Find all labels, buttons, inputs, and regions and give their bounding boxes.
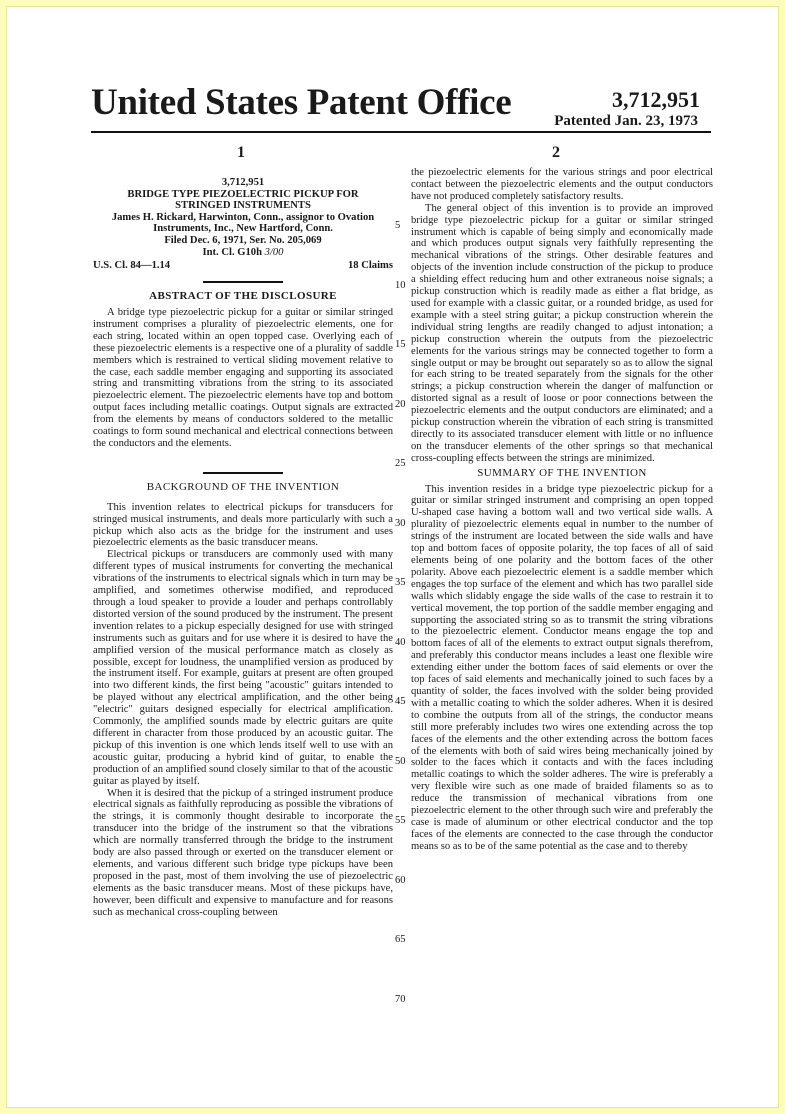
line-number: 40 — [395, 636, 406, 648]
background-paragraph: When it is desired that the pickup of a stringed instrument produce electrical signals as faithfully reproducing as possible the vibrations of the strings, it is commonly thought desirable to incorporate the transducer into the bridge of the instrument so that the vibrations which are normally transferred through the bridge to the instrument body are also passed through or exerted on the transducer element or elements, and various different such bridge type pickups have been proposed in the past, most of them involving the use of piezoelectric elements as the basic transducer means. Most of these pickups have, however, been difficult and expensive to manufacture and for reasons such as mechanical cross-coupling between — [93, 787, 393, 918]
patent-page — [7, 7, 778, 1107]
summary-text: This invention resides in a bridge type piezoelectric pickup for a guitar or similar stringed instrument and comprising an open topped U-shaped case having a bottom wall and two vertical side walls. A plurality of piezoelectric elements equal in number to the number of strings of the instrument are located between the side walls and have top and bottom faces of opposite polarity, the top faces of all of said elements being of one polarity and the bottom faces of the other polarity. Above each piezoelectric element is a saddle member which engages the top surface of the element and which has two parallel side walls which slidably engage the side walls of the case to restrain it to vertical movement, the top portion of the saddle member engaging and supporting the associated string so as to transmit the string vibrations to the piezoelectric element. Conductor means engage the top and bottom faces of all of the elements to extract output signals therefrom, and preferably this conductor means includes a least one flexible wire extending either under the bottom faces of said elements or over the top faces of said elements and mechanically joined to such faces by a quantity of solder, the faces involved with the solder being provided with a metallic coating to which the solder adheres. When it is desired to combine the outputs from all of the strings, the conductor means still more preferably includes two wires one extending across the top faces of the elements and the other extending across the bottom faces of the elements with both of said wires being mechanically joined by solder to the faces which it contacts and with the faces including metallic coatings to which the solder adheres. The wire is preferably a very flexible wire such as one made of braided filaments so as to reduce the transmission of mechanical vibrations from one piezoelectric element to the other through such wire and preferably the case is made of aluminum or other electrical conductor and the top faces of the elements are connected to the case through the conductor means so as to be of the same potential as the case and to thereby — [411, 483, 713, 852]
background-paragraph: The general object of this invention is to provide an improved bridge type piezoelectric pickup for a guitar or similar stringed instrument which is capable of being simply and economically made and which produces output signals very faithfully representing the mechanical vibrations of the strings. Other desirable features and objects of the invention include construction of the pickup to produce a shielding effect reducing hum and other extraneous noise signals; a pickup construction which is readily made as either a flat bridge, as used for example with a classic guitar, or a rounded bridge, as used for example with a steel string guitar; a pickup construction wherein the individual string lengths are readily changed to adjust intonation; a pickup construction wherein the outputs from the piezoelectric elements for the various strings may be connected together to form a single output or may be brought out separately so as to allow the signal for each string to be treated separately from the signals for the other strings; a pickup construction wherein the danger of malfunction or distorted signal as a result of loose or poor connections between the piezoelectric elements and the output conductors are eliminated; and a pickup construction wherein the vibration of each string is transmitted directly to its associated transducer element with little or no influence on the transducer elements of the other springs so that mechanical cross-coupling effects between the strings are minimized. — [411, 202, 713, 464]
line-number: 35 — [395, 577, 406, 588]
line-number: 70 — [395, 993, 406, 1005]
meta-title-2: STRINGED INSTRUMENTS — [175, 200, 311, 212]
abstract-text: A bridge type piezoelectric pickup for a guitar or similar stringed instrument comprises a plurality of piezoelectric elements, one for each string, located within an open topped case. Overlying each of these piezoelectric elements is a respective one of a plurality of saddle members which is restrained to vertical sliding movement relative to the case, each saddle member engaging and supporting its associated string and transmitting vibrations from the string to its associated piezoelectric element. The piezoelectric elements have top and bottom output faces including metallic coatings. Output signals are extracted from the elements by means of conductors soldered to the metallic coatings to form sound mechanical and electrical connections between the conductors and the elements. — [93, 306, 393, 449]
meta-inventor-1: James H. Rickard, Harwinton, Conn., assignor to Ovation — [111, 211, 375, 223]
left-column — [93, 177, 393, 918]
divider — [203, 472, 283, 474]
line-number: 15 — [395, 339, 406, 350]
patent-meta — [93, 177, 393, 258]
us-class: U.S. Cl. 84—1.14 — [93, 260, 171, 272]
patent-number: 3,712,951 — [612, 87, 700, 112]
office-title: United States Patent Office — [91, 82, 512, 123]
background-paragraph: Electrical pickups or transducers are commonly used with many different types of musical instruments for converting the mechanical vibrations of the instruments to electrical signals which in turn may be amplified, and sometimes otherwise modified, and reproduced through a loud speaker to provide a louder and perhaps controllably distorted version of the sound produced by the instrument. The present invention relates to a pickup especially designed for use with stringed instruments such as guitars and for use where it is desired to have the amplified version of the musical performance match as closely as possible, except for loudness, the unamplified version as produced by the instrument itself. For example, guitars at present are often grouped into two different kinds, the first being "acoustic" guitars intended to be played without any electrical amplification, and the other being "electric" guitars designed especially for electrical amplification. Commonly, the amplified sounds made by electric guitars are quite different in character from those produced by an acoustic guitar. The pickup of this invention is one which lends itself well to use with an acoustic guitar, producing a hybrid kind of guitar, to enable the production of an amplified sound closely similar to that of the acoustic guitar as played by itself. — [93, 549, 393, 787]
meta-intcl-label: Int. Cl. G10h — [202, 246, 262, 258]
column-number-right: 2 — [552, 144, 560, 161]
summary-heading: SUMMARY OF THE INVENTION — [477, 466, 647, 479]
line-number: 20 — [395, 398, 406, 410]
meta-filed: Filed Dec. 6, 1971, Ser. No. 205,069 — [164, 234, 322, 246]
line-number: 60 — [395, 874, 406, 886]
right-column — [411, 167, 713, 853]
column-number-left: 1 — [237, 144, 245, 161]
abstract-heading: ABSTRACT OF THE DISCLOSURE — [149, 290, 337, 303]
line-number: 10 — [395, 279, 406, 291]
patented-date: Patented Jan. 23, 1973 — [554, 113, 698, 129]
line-number: 55 — [395, 815, 406, 826]
line-number: 50 — [395, 755, 406, 767]
line-number: 30 — [395, 517, 406, 529]
divider — [203, 281, 283, 283]
line-number: 45 — [395, 696, 406, 707]
meta-intcl — [93, 247, 393, 259]
background-paragraph: the piezoelectric elements for the various strings and poor electrical contact between the piezoelectric elements and the output conductors have not produced completely satisfactory results. — [411, 167, 713, 202]
claims-count: 18 Claims — [347, 260, 393, 272]
meta-number: 3,712,951 — [221, 177, 265, 188]
line-number: 25 — [395, 458, 406, 469]
background-heading: BACKGROUND OF THE INVENTION — [146, 480, 340, 493]
header-rule — [91, 131, 711, 133]
background-paragraph: This invention relates to electrical pickups for transducers for stringed musical instruments, and deals more particularly with such a pickup which also acts as the bridge for the instrument and uses piezoelectric elements as the basic transducer means. — [93, 501, 393, 549]
meta-intcl-sub: 3/00 — [264, 246, 284, 258]
line-number: 5 — [395, 220, 401, 231]
line-number: 65 — [395, 934, 406, 945]
class-line — [93, 260, 393, 272]
meta-title-1: BRIDGE TYPE PIEZOELECTRIC PICKUP FOR — [127, 188, 359, 200]
meta-inventor-2: Instruments, Inc., New Hartford, Conn. — [153, 223, 333, 235]
